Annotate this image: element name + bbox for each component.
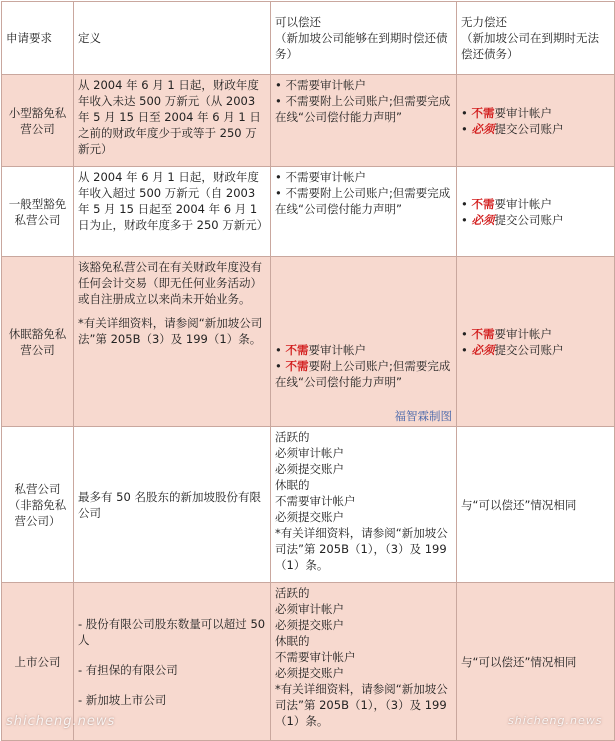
header-row — [2, 2, 615, 75]
row-solvent: 活跃的 必须审计帐户 必须提交账户 休眠的 不需要审计帐户 必须提交账户 *有关详细资料，请参阅“新加坡公司法”第 205B（1），（3）及 199（1）条。 — [271, 583, 457, 741]
table-row — [2, 167, 615, 257]
table-row — [2, 75, 615, 167]
row-solvent: 活跃的 必须审计帐户 必须提交账户 休眠的 不需要审计帐户 必须提交账户 *有关详细资料，请参阅“新加坡公司法”第 205B（1），（3）及 199（1）条。 — [271, 427, 457, 583]
header-requirement: 申请要求 — [2, 2, 74, 75]
header-solvent: 可以偿还 （新加坡公司能够在到期时偿还债务） — [271, 2, 457, 75]
credit-label: 福智霖制图 — [394, 409, 452, 423]
row-name: 小型豁免私营公司 — [2, 75, 74, 167]
row-solvent: • 不需要审计帐户 • 不需要附上公司账户;但需要完成在线“公司偿付能力声明” 福智霖制图 — [271, 257, 457, 427]
row-solvent: • 不需要审计帐户 • 不需要附上公司账户;但需要完成在线“公司偿付能力声明” — [271, 75, 457, 167]
watermark-left: shicheng.news — [6, 714, 116, 729]
row-insolvent: • 不需要审计帐户 • 必须提交公司账户 — [457, 75, 615, 167]
header-definition: 定义 — [74, 2, 271, 75]
row-name: 休眠豁免私营公司 — [2, 257, 74, 427]
row-name: 一般型豁免私营公司 — [2, 167, 74, 257]
row-insolvent: • 不需要审计帐户 • 必须提交公司账户 — [457, 167, 615, 257]
header-insolvent: 无力偿还 （新加坡公司在到期时无法偿还债务） — [457, 2, 615, 75]
row-name: 私营公司（非豁免私营公司） — [2, 427, 74, 583]
watermark-right: shicheng.news — [508, 714, 603, 727]
table-row — [2, 257, 615, 427]
row-name: 上市公司 — [2, 583, 74, 741]
row-solvent: • 不需要审计帐户 • 不需要附上公司账户;但需要完成在线“公司偿付能力声明” — [271, 167, 457, 257]
row-insolvent: 与“可以偿还”情况相同 — [457, 427, 615, 583]
row-definition: - 股份有限公司股东数量可以超过 50 人 - 有担保的有限公司 - 新加坡上市公司 — [74, 583, 271, 741]
row-definition: 从 2004 年 6 月 1 日起，财政年度年收入未达 500 万新元（从 2003 年 5 月 15 日至 2004 年 6 月 1 日之前的财政年度少于或等于 250 万新元） — [74, 75, 271, 167]
row-definition: 最多有 50 名股东的新加坡股份有限公司 — [74, 427, 271, 583]
table-row — [2, 427, 615, 583]
filing-requirements-table — [1, 1, 615, 741]
row-definition: 从 2004 年 6 月 1 日起，财政年度年收入超过 500 万新元（自 2003 年 5 月 15 日起至 2004 年 6 月 1 日为止，财政年度多于 250 万新元） — [74, 167, 271, 257]
row-definition: 该豁免私营公司在有关财政年度没有任何会计交易（即无任何业务活动）或自注册成立以来尚未开始业务。 *有关详细资料，请参阅“新加坡公司法”第 205B（3）及 199（1）条。 — [74, 257, 271, 427]
row-insolvent: • 不需要审计帐户 • 必须提交公司账户 — [457, 257, 615, 427]
row-insolvent: 与“可以偿还”情况相同 — [457, 583, 615, 741]
